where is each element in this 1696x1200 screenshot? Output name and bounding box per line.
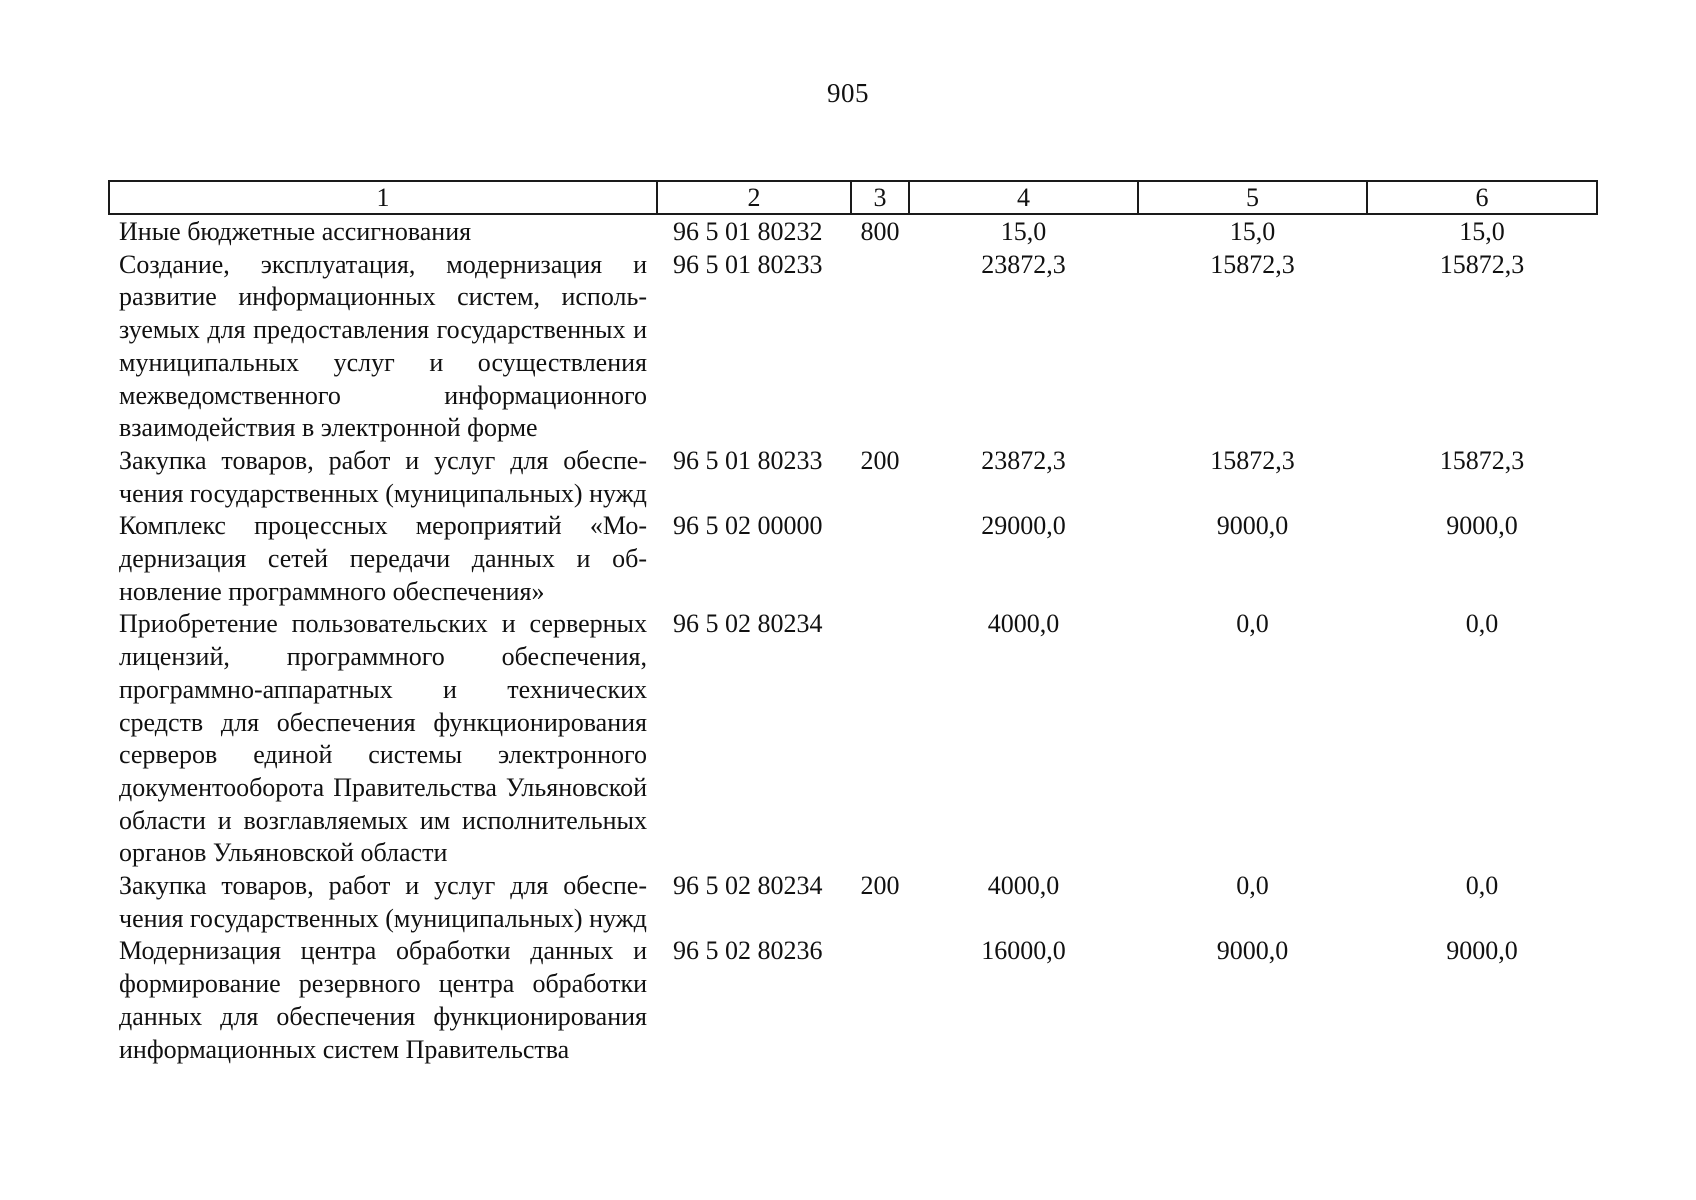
column-header-3: 3 xyxy=(851,181,909,214)
row-value-col6: 15872,3 xyxy=(1439,445,1525,475)
row-value-col4: 15,0 xyxy=(1000,217,1047,246)
row-value-col6: 9000,0 xyxy=(1446,511,1518,541)
row-value-col4: 16000,0 xyxy=(981,936,1066,966)
row-expense-type xyxy=(851,249,909,445)
column-header-2: 2 xyxy=(657,181,851,214)
row-name: Закупка товаров, работ и услуг для обеспечения государственных (муниципальных) нужд xyxy=(119,871,647,933)
column-header-1: 1 xyxy=(109,181,657,214)
table-row xyxy=(109,510,1597,608)
row-value-col6: 9000,0 xyxy=(1446,936,1518,966)
table-row xyxy=(109,214,1597,249)
row-value-col6: 0,0 xyxy=(1465,609,1499,639)
row-value-col5: 9000,0 xyxy=(1216,511,1289,541)
row-name: Создание, эксплуатация, модернизация и развитие информационных систем, используемых для предоставления государственных и муниципальных услуг и осуществления межведомственного информационного взаимодействия в электронной форме xyxy=(119,249,647,443)
column-header-4: 4 xyxy=(909,181,1138,214)
row-value-col5: 15872,3 xyxy=(1210,249,1295,279)
row-value-col6: 15872,3 xyxy=(1439,249,1525,279)
row-value-col6: 0,0 xyxy=(1465,871,1499,901)
row-code: 96 5 02 80236 xyxy=(673,936,823,966)
row-value-col4: 4000,0 xyxy=(987,871,1060,901)
row-expense-type: 200 xyxy=(860,871,900,901)
table-row xyxy=(109,608,1597,870)
table-body xyxy=(109,214,1597,1066)
row-code: 96 5 02 00000 xyxy=(673,511,823,541)
column-header-6: 6 xyxy=(1367,181,1597,214)
page-number: 905 xyxy=(827,78,869,108)
row-code: 96 5 02 80234 xyxy=(673,871,823,901)
row-expense-type: 800 xyxy=(860,217,900,246)
row-name: Закупка товаров, работ и услуг для обеспечения государственных (муниципальных) нужд xyxy=(119,445,647,508)
row-code: 96 5 01 80233 xyxy=(673,249,823,279)
table-row xyxy=(109,249,1597,445)
row-expense-type xyxy=(851,608,909,870)
row-value-col5: 15,0 xyxy=(1229,217,1276,246)
row-code: 96 5 01 80232 xyxy=(673,217,823,246)
row-value-col5: 9000,0 xyxy=(1216,936,1289,966)
budget-table xyxy=(108,180,1598,1066)
table-header xyxy=(109,181,1597,214)
row-code: 96 5 02 80234 xyxy=(673,609,823,639)
row-name: Комплекс процессных мероприятий «Модернизация сетей передачи данных и обновление программного обеспечения» xyxy=(119,511,647,606)
row-value-col4: 4000,0 xyxy=(987,609,1060,639)
row-value-col5: 0,0 xyxy=(1236,871,1269,901)
table-row xyxy=(109,935,1597,1066)
row-expense-type xyxy=(851,935,909,1066)
row-value-col4: 29000,0 xyxy=(981,511,1066,541)
row-value-col4: 23872,3 xyxy=(981,445,1066,475)
row-code: 96 5 01 80233 xyxy=(673,445,823,475)
row-expense-type xyxy=(851,510,909,608)
row-name: Модернизация центра обработки данных и формирование резервного центра обработки данных для обеспечения функционирования информационных систем Правительства xyxy=(119,936,647,1064)
row-value-col5: 0,0 xyxy=(1236,609,1269,639)
column-header-5: 5 xyxy=(1138,181,1367,214)
table-row xyxy=(109,870,1597,935)
header-row xyxy=(109,181,1597,214)
row-value-col5: 15872,3 xyxy=(1210,445,1295,475)
row-expense-type: 200 xyxy=(860,445,900,475)
row-value-col4: 23872,3 xyxy=(981,249,1066,279)
row-name: Приобретение пользовательских и серверных лицензий, программного обеспечения, программно-аппаратных и технических средств для обеспечения функционирования серверов единой системы электронного документооборота Правительства Ульяновской области и возглавляемых им исполнительных органов Ульяновской области xyxy=(119,609,647,868)
table-row xyxy=(109,445,1597,510)
row-name: Иные бюджетные ассигнования xyxy=(119,217,472,246)
row-value-col6: 15,0 xyxy=(1459,217,1505,246)
